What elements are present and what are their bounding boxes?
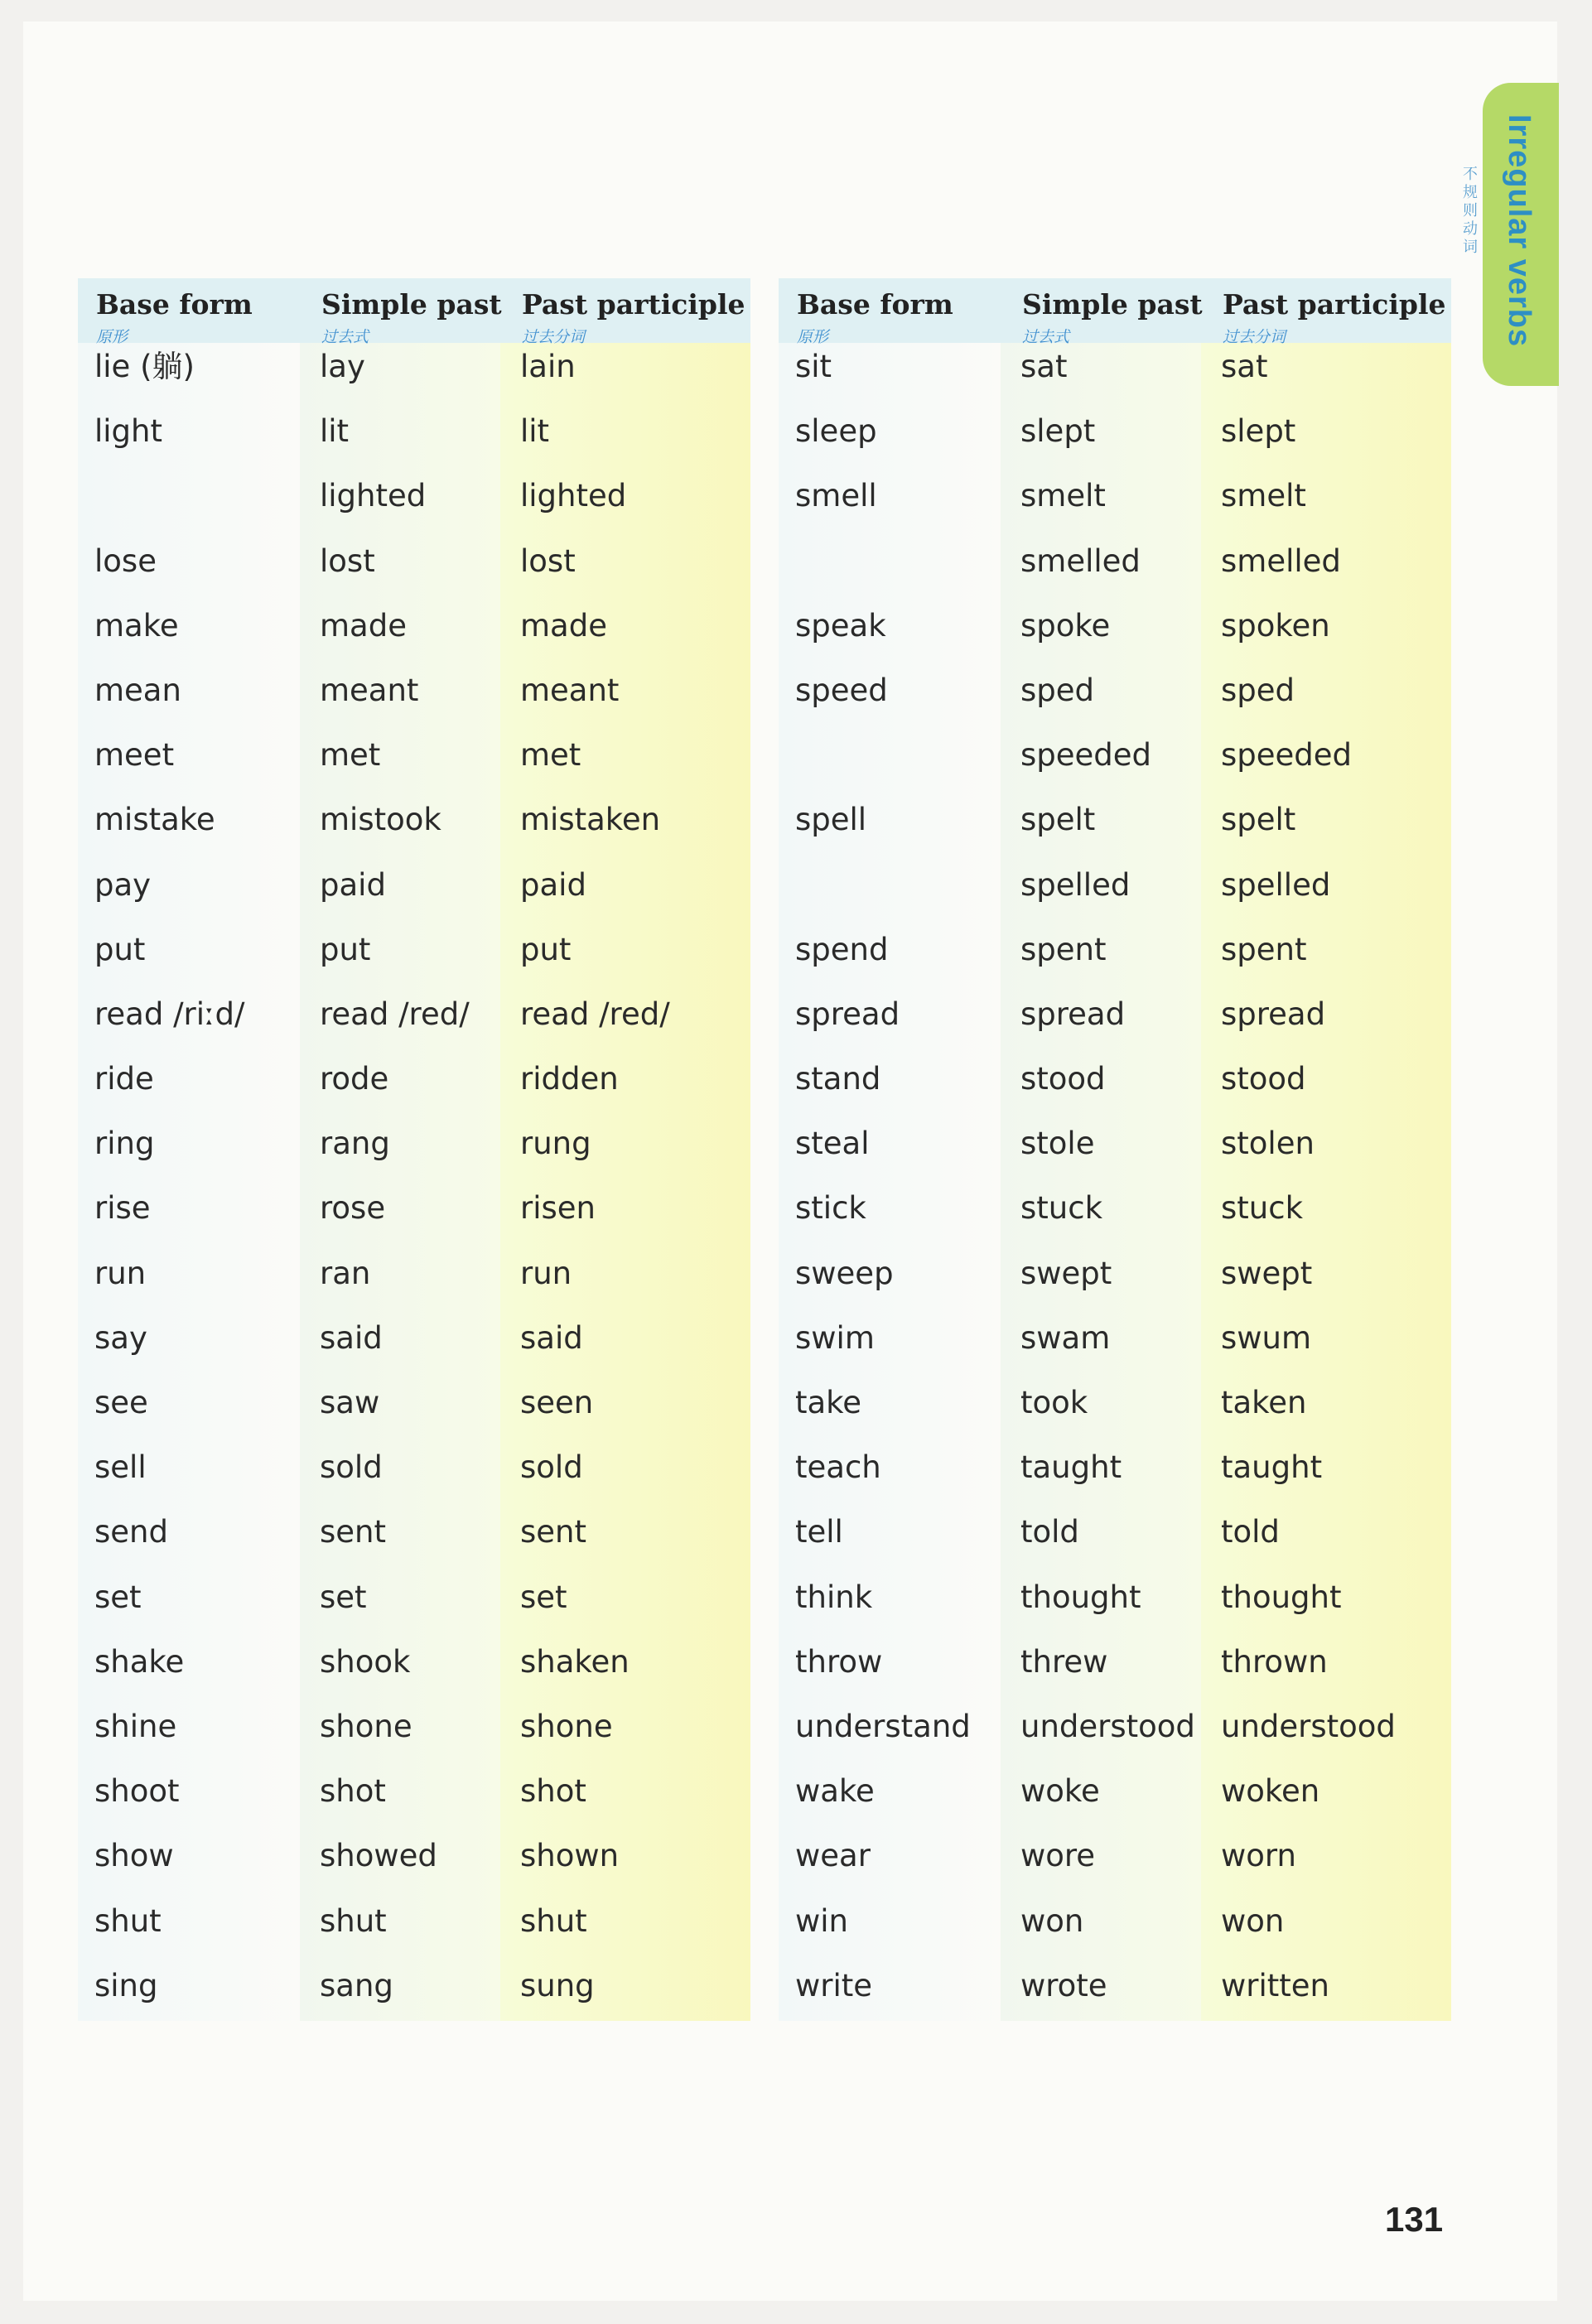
table-row: [78, 407, 750, 472]
table-row: [779, 991, 1451, 1055]
simple-past-cell: shot: [320, 1773, 386, 1810]
base-form-cell: show: [94, 1838, 174, 1874]
table-row: [78, 1314, 750, 1379]
simple-past-cell: thought: [1020, 1579, 1141, 1615]
simple-past-cell: paid: [320, 866, 386, 903]
header-simple-past: Simple past: [1022, 288, 1203, 321]
base-form-cell: spend: [795, 931, 889, 967]
simple-past-cell: read /red/: [320, 996, 470, 1032]
base-form-cell: light: [94, 413, 163, 450]
table-row: [779, 861, 1451, 926]
past-participle-cell: woken: [1221, 1773, 1320, 1810]
base-form-cell: smell: [795, 478, 877, 514]
simple-past-cell: rang: [320, 1126, 390, 1162]
past-participle-cell: shone: [520, 1708, 613, 1744]
base-form-cell: rise: [94, 1190, 151, 1227]
header-simple-past-cn: 过去式: [1022, 328, 1070, 346]
past-participle-cell: set: [520, 1579, 567, 1615]
simple-past-cell: made: [320, 607, 407, 644]
past-participle-cell: shown: [520, 1838, 620, 1874]
base-form-cell: ring: [94, 1126, 155, 1162]
simple-past-cell: spread: [1020, 996, 1126, 1032]
base-form-cell: put: [94, 931, 146, 967]
table-row: [779, 1184, 1451, 1249]
simple-past-cell: shut: [320, 1902, 387, 1939]
simple-past-cell: swept: [1020, 1255, 1112, 1291]
table-row: [779, 731, 1451, 796]
base-form-cell: see: [94, 1385, 148, 1420]
past-participle-cell: sung: [520, 1967, 595, 2003]
base-form-cell: take: [795, 1385, 862, 1420]
base-form-cell: understand: [795, 1708, 971, 1744]
base-form-cell: sing: [94, 1967, 158, 2003]
table-row: [779, 1897, 1451, 1962]
past-participle-cell: sent: [520, 1514, 586, 1550]
simple-past-cell: lost: [320, 542, 375, 579]
past-participle-cell: worn: [1221, 1838, 1296, 1874]
table-row: [78, 1832, 750, 1897]
simple-past-cell: said: [320, 1319, 383, 1356]
simple-past-cell: meant: [320, 672, 419, 708]
past-participle-cell: lighted: [520, 478, 627, 514]
past-participle-cell: sold: [520, 1449, 583, 1486]
past-participle-cell: spent: [1221, 931, 1307, 967]
table-row: [78, 472, 750, 537]
simple-past-cell: told: [1020, 1514, 1079, 1550]
base-form-cell: spell: [795, 802, 867, 838]
table-row: [78, 926, 750, 991]
past-participle-cell: smelt: [1221, 478, 1306, 514]
simple-past-cell: speeded: [1020, 737, 1152, 774]
base-form-cell: stand: [795, 1061, 881, 1097]
past-participle-cell: read /red/: [520, 996, 670, 1032]
header-base-form-cn: 原形: [797, 328, 829, 346]
past-participle-cell: smelled: [1221, 542, 1341, 579]
table-row: [78, 1184, 750, 1249]
base-form-cell: sweep: [795, 1255, 894, 1291]
table-row: [78, 1444, 750, 1508]
past-participle-cell: seen: [520, 1385, 594, 1420]
table-row: [779, 1832, 1451, 1897]
simple-past-cell: sped: [1020, 672, 1095, 708]
table-row: [779, 1314, 1451, 1379]
past-participle-cell: said: [520, 1319, 583, 1356]
past-participle-cell: slept: [1221, 413, 1296, 450]
table-row: [779, 796, 1451, 861]
past-participle-cell: understood: [1221, 1708, 1396, 1744]
table-row: [78, 1574, 750, 1638]
past-participle-cell: mistaken: [520, 802, 661, 838]
section-tab-subtitle: 不规则动词: [1460, 166, 1478, 257]
past-participle-cell: stuck: [1221, 1190, 1304, 1227]
table-row: [78, 538, 750, 602]
simple-past-cell: ran: [320, 1255, 371, 1291]
past-participle-cell: spelt: [1221, 802, 1296, 838]
simple-past-cell: shook: [320, 1643, 411, 1680]
table-row: [78, 731, 750, 796]
table-row: [779, 1379, 1451, 1444]
header-past-participle-cn: 过去分词: [522, 328, 586, 346]
header-base-form: Base form: [797, 288, 953, 321]
table-row: [78, 991, 750, 1055]
table-row: [78, 1120, 750, 1184]
base-form-cell: meet: [94, 737, 175, 774]
simple-past-cell: smelled: [1020, 542, 1141, 579]
table-header: [78, 278, 750, 346]
past-participle-cell: paid: [520, 866, 586, 903]
past-participle-cell: sped: [1221, 672, 1295, 708]
past-participle-cell: lain: [520, 349, 576, 384]
base-form-cell: say: [94, 1319, 147, 1356]
table-row: [779, 407, 1451, 472]
base-form-cell: wear: [795, 1838, 871, 1874]
past-participle-cell: met: [520, 737, 581, 774]
past-participle-cell: shot: [520, 1773, 586, 1810]
table-row: [78, 1962, 750, 2027]
base-form-cell: wake: [795, 1773, 875, 1810]
base-form-cell: shine: [94, 1708, 177, 1744]
simple-past-cell: threw: [1020, 1643, 1108, 1680]
simple-past-cell: rode: [320, 1061, 389, 1097]
table-row: [779, 343, 1451, 407]
simple-past-cell: swam: [1020, 1319, 1111, 1356]
header-simple-past: Simple past: [321, 288, 502, 321]
simple-past-cell: won: [1020, 1902, 1084, 1939]
table-row: [779, 1055, 1451, 1120]
table-row: [779, 1962, 1451, 2027]
base-form-cell: tell: [795, 1514, 843, 1550]
simple-past-cell: saw: [320, 1385, 380, 1420]
past-participle-cell: swept: [1221, 1255, 1313, 1291]
verb-table-right: [779, 278, 1451, 2021]
past-participle-cell: speeded: [1221, 737, 1353, 774]
simple-past-cell: lay: [320, 349, 365, 384]
table-row: [78, 1379, 750, 1444]
past-participle-cell: stood: [1221, 1061, 1306, 1097]
past-participle-cell: ridden: [520, 1061, 619, 1097]
table-row: [78, 1638, 750, 1703]
simple-past-cell: sent: [320, 1514, 386, 1550]
base-form-cell: think: [795, 1579, 873, 1615]
table-row: [779, 1120, 1451, 1184]
past-participle-cell: spoken: [1221, 607, 1330, 644]
simple-past-cell: set: [320, 1579, 367, 1615]
past-participle-cell: swum: [1221, 1319, 1312, 1356]
table-row: [78, 667, 750, 731]
simple-past-cell: smelt: [1020, 478, 1106, 514]
table-row: [779, 1638, 1451, 1703]
table-row: [779, 1767, 1451, 1832]
past-participle-cell: told: [1221, 1514, 1280, 1550]
base-form-cell: throw: [795, 1643, 883, 1680]
simple-past-cell: sold: [320, 1449, 383, 1486]
past-participle-cell: taught: [1221, 1449, 1323, 1486]
header-past-participle-cn: 过去分词: [1223, 328, 1286, 346]
base-form-cell: make: [94, 607, 179, 644]
base-form-cell: steal: [795, 1126, 870, 1162]
base-form-cell: pay: [94, 866, 152, 903]
base-form-cell: lose: [94, 542, 157, 579]
past-participle-cell: sat: [1221, 349, 1268, 384]
base-form-cell: mistake: [94, 802, 215, 838]
simple-past-cell: put: [320, 931, 371, 967]
base-form-cell: read /riːd/: [94, 996, 245, 1032]
simple-past-cell: stole: [1020, 1126, 1095, 1162]
table-row: [78, 343, 750, 407]
base-form-cell: shut: [94, 1902, 162, 1939]
past-participle-cell: rung: [520, 1126, 591, 1162]
header-past-participle: Past participle: [1223, 288, 1446, 321]
past-participle-cell: run: [520, 1255, 572, 1291]
table-row: [78, 1055, 750, 1120]
past-participle-cell: written: [1221, 1967, 1329, 2003]
table-row: [779, 1703, 1451, 1767]
table-row: [779, 538, 1451, 602]
past-participle-cell: put: [520, 931, 572, 967]
section-tab-title: Irregular verbs: [1502, 114, 1537, 348]
base-form-cell: sell: [94, 1449, 147, 1486]
base-form-cell: lie (躺): [94, 349, 195, 384]
table-header: [779, 278, 1451, 346]
header-base-form-cn: 原形: [96, 328, 128, 346]
simple-past-cell: stood: [1020, 1061, 1106, 1097]
table-row: [78, 796, 750, 861]
simple-past-cell: wrote: [1020, 1967, 1107, 2003]
base-form-cell: speed: [795, 672, 888, 708]
table-row: [779, 602, 1451, 667]
simple-past-cell: sang: [320, 1967, 393, 2003]
past-participle-cell: thought: [1221, 1579, 1342, 1615]
past-participle-cell: shut: [520, 1902, 587, 1939]
past-participle-cell: taken: [1221, 1385, 1307, 1420]
past-participle-cell: stolen: [1221, 1126, 1315, 1162]
simple-past-cell: understood: [1020, 1708, 1195, 1744]
simple-past-cell: met: [320, 737, 381, 774]
base-form-cell: win: [795, 1902, 848, 1939]
base-form-cell: spread: [795, 996, 900, 1032]
simple-past-cell: spoke: [1020, 607, 1111, 644]
base-form-cell: stick: [795, 1190, 866, 1227]
table-row: [78, 1897, 750, 1962]
past-participle-cell: won: [1221, 1902, 1285, 1939]
simple-past-cell: lit: [320, 413, 350, 450]
past-participle-cell: lit: [520, 413, 550, 450]
base-form-cell: swim: [795, 1319, 875, 1356]
simple-past-cell: sat: [1020, 349, 1068, 384]
simple-past-cell: rose: [320, 1190, 386, 1227]
base-form-cell: shake: [94, 1643, 185, 1680]
past-participle-cell: thrown: [1221, 1643, 1328, 1680]
table-row: [779, 1444, 1451, 1508]
base-form-cell: set: [94, 1579, 142, 1615]
past-participle-cell: spread: [1221, 996, 1326, 1032]
simple-past-cell: spelt: [1020, 802, 1096, 838]
base-form-cell: shoot: [94, 1773, 180, 1810]
base-form-cell: sit: [795, 349, 832, 384]
past-participle-cell: shaken: [520, 1643, 630, 1680]
base-form-cell: speak: [795, 607, 886, 644]
table-row: [779, 1250, 1451, 1314]
simple-past-cell: lighted: [320, 478, 427, 514]
verb-table-left: [78, 278, 750, 2021]
base-form-cell: send: [94, 1514, 168, 1550]
past-participle-cell: spelled: [1221, 866, 1331, 903]
table-row: [779, 1574, 1451, 1638]
header-simple-past-cn: 过去式: [321, 328, 369, 346]
table-row: [78, 1508, 750, 1573]
base-form-cell: teach: [795, 1449, 881, 1486]
table-row: [78, 1767, 750, 1832]
table-row: [78, 1250, 750, 1314]
table-row: [779, 667, 1451, 731]
simple-past-cell: woke: [1020, 1773, 1100, 1810]
table-row: [779, 1508, 1451, 1573]
header-past-participle: Past participle: [522, 288, 745, 321]
simple-past-cell: mistook: [320, 802, 441, 838]
simple-past-cell: spent: [1020, 931, 1107, 967]
past-participle-cell: lost: [520, 542, 576, 579]
simple-past-cell: shone: [320, 1708, 412, 1744]
past-participle-cell: risen: [520, 1190, 596, 1227]
simple-past-cell: spelled: [1020, 866, 1131, 903]
base-form-cell: mean: [94, 672, 181, 708]
simple-past-cell: took: [1020, 1385, 1088, 1420]
simple-past-cell: slept: [1020, 413, 1096, 450]
page-number: 131: [1385, 2200, 1444, 2239]
header-base-form: Base form: [96, 288, 253, 321]
simple-past-cell: wore: [1020, 1838, 1096, 1874]
base-form-cell: sleep: [795, 413, 877, 450]
base-form-cell: ride: [94, 1061, 154, 1097]
simple-past-cell: taught: [1020, 1449, 1122, 1486]
table-row: [78, 1703, 750, 1767]
table-row: [779, 472, 1451, 537]
simple-past-cell: showed: [320, 1838, 437, 1874]
table-row: [78, 602, 750, 667]
table-rows: [779, 343, 1451, 2027]
base-form-cell: write: [795, 1967, 873, 2003]
table-row: [78, 861, 750, 926]
base-form-cell: run: [94, 1255, 147, 1291]
table-row: [779, 926, 1451, 991]
simple-past-cell: stuck: [1020, 1190, 1103, 1227]
past-participle-cell: made: [520, 607, 607, 644]
table-rows: [78, 343, 750, 2027]
past-participle-cell: meant: [520, 672, 620, 708]
